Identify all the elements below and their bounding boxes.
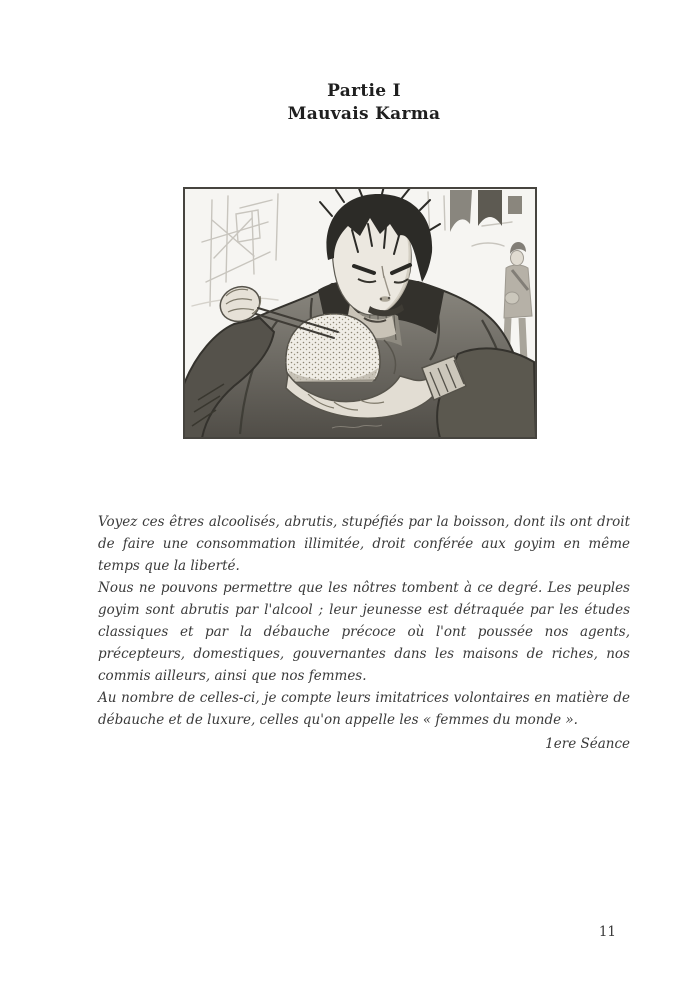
illustration-image <box>182 186 538 440</box>
page-number: 11 <box>598 924 616 940</box>
body-text <box>98 511 630 755</box>
part-title-line2: Mauvais Karma <box>287 104 441 124</box>
attribution: 1ere Séance <box>545 736 630 752</box>
part-title <box>98 80 630 126</box>
paragraph-2: Nous ne pouvons permettre que les nôtres tombent à ce degré. Les peuples goyim sont abrutis par l'alcool ; leur jeunesse est détraquée par les études classiques et par la débauche précoce où l'ont poussée nos agents, précepteurs, domestiques, gouvernantes dans les maisons de riches, nos commis ailleurs, ainsi que nos femmes. <box>98 580 630 684</box>
part-title-line1: Partie I <box>327 81 401 101</box>
paragraph-3: Au nombre de celles-ci, je compte leurs imitatrices volontaires en matière de débauche et de luxure, celles qu'on appelle les « femmes du monde ». <box>98 690 630 728</box>
illustration <box>182 186 538 440</box>
sleeve-cuff <box>422 348 536 438</box>
paragraph-1: Voyez ces êtres alcoolisés, abrutis, stupéfiés par la boisson, dont ils ont droit de faire une consommation illimitée, droit conférée aux goyim en même temps que la liberté. <box>98 514 630 574</box>
